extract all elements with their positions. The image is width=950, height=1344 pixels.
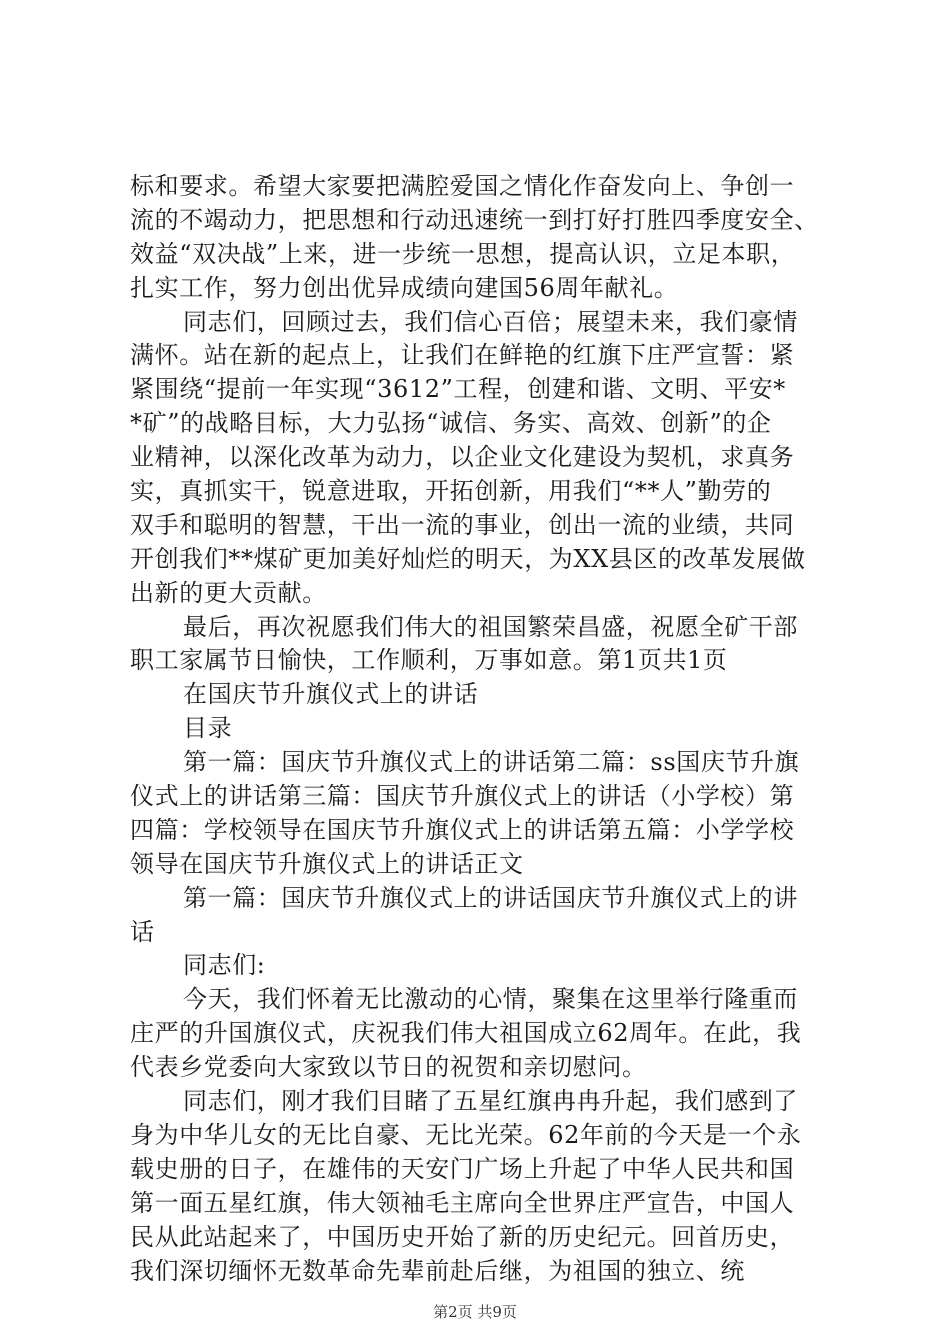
body-text bbox=[130, 170, 830, 1288]
text-line: 载史册的日子，在雄伟的天安门广场上升起了中华人民共和国 bbox=[130, 1154, 795, 1183]
text-line: 紧围绕“提前一年实现“3612”工程，创建和谐、文明、平安* bbox=[130, 375, 786, 404]
text-line: 同志们: bbox=[183, 951, 266, 980]
text-line: 第一篇：国庆节升旗仪式上的讲话国庆节升旗仪式上的讲 bbox=[183, 883, 798, 912]
text-line: 身为中华儿女的无比自豪、无比光荣。62年前的今天是一个永 bbox=[130, 1120, 802, 1149]
text-line: 效益“双决战”上来，进一步统一思想，提高认识，立足本职， bbox=[130, 239, 796, 268]
text-line: 出新的更大贡献。 bbox=[130, 578, 327, 607]
text-line: 扎实工作，努力创出优异成绩向建国56周年献礼。 bbox=[130, 273, 679, 302]
text-line: 领导在国庆节升旗仪式上的讲话正文 bbox=[130, 849, 524, 878]
text-line: 业精神，以深化改革为动力，以企业文化建设为契机，求真务 bbox=[130, 443, 795, 472]
text-line: 同志们，刚才我们目睹了五星红旗冉冉升起，我们感到了 bbox=[183, 1087, 798, 1116]
text-line: 目录 bbox=[183, 714, 233, 743]
text-line: 双手和聪明的智慧，干出一流的事业，创出一流的业绩，共同 bbox=[130, 510, 795, 539]
text-line: 开创我们**煤矿更加美好灿烂的明天，为XX县区的改革发展做 bbox=[130, 544, 806, 573]
text-line: 代表乡党委向大家致以节日的祝贺和亲切慰问。 bbox=[130, 1053, 647, 1082]
text-line: 仪式上的讲话第三篇：国庆节升旗仪式上的讲话（小学校）第 bbox=[130, 782, 795, 811]
text-line: 第一篇：国庆节升旗仪式上的讲话第二篇：ss国庆节升旗 bbox=[183, 748, 800, 777]
text-line: 民从此站起来了，中国历史开始了新的历史纪元。回首历史， bbox=[130, 1222, 795, 1251]
page-footer: 第2页 共9页 bbox=[433, 1303, 517, 1321]
text-line: 职工家属节日愉快，工作顺利，万事如意。第1页共1页 bbox=[130, 646, 728, 675]
text-line: 标和要求。希望大家要把满腔爱国之情化作奋发向上、争创一 bbox=[130, 172, 795, 200]
text-line: 流的不竭动力，把思想和行动迅速统一到打好打胜四季度安全、 bbox=[130, 205, 819, 234]
text-line: 同志们，回顾过去，我们信心百倍；展望未来，我们豪情 bbox=[183, 307, 798, 336]
text-line: 庄严的升国旗仪式，庆祝我们伟大祖国成立62周年。在此，我 bbox=[130, 1019, 802, 1048]
text-line: 满怀。站在新的起点上，让我们在鲜艳的红旗下庄严宣誓：紧 bbox=[130, 341, 795, 370]
text-line: 我们深切缅怀无数革命先辈前赴后继，为祖国的独立、统 bbox=[130, 1256, 745, 1285]
text-line: 今天，我们怀着无比激动的心情，聚集在这里举行隆重而 bbox=[183, 985, 798, 1014]
text-line: 最后，再次祝愿我们伟大的祖国繁荣昌盛，祝愿全矿干部 bbox=[183, 612, 798, 641]
text-line: 四篇：学校领导在国庆节升旗仪式上的讲话第五篇：小学学校 bbox=[130, 815, 795, 844]
text-line: *矿”的战略目标，大力弘扬“诚信、务实、高效、创新”的企 bbox=[130, 409, 772, 438]
text-line: 第一面五星红旗，伟大领袖毛主席向全世界庄严宣告，中国人 bbox=[130, 1188, 795, 1217]
text-line: 话 bbox=[130, 917, 155, 946]
text-line: 实，真抓实干，锐意进取，开拓创新，用我们“**人”勤劳的 bbox=[130, 477, 772, 506]
text-line: 在国庆节升旗仪式上的讲话 bbox=[183, 680, 479, 709]
